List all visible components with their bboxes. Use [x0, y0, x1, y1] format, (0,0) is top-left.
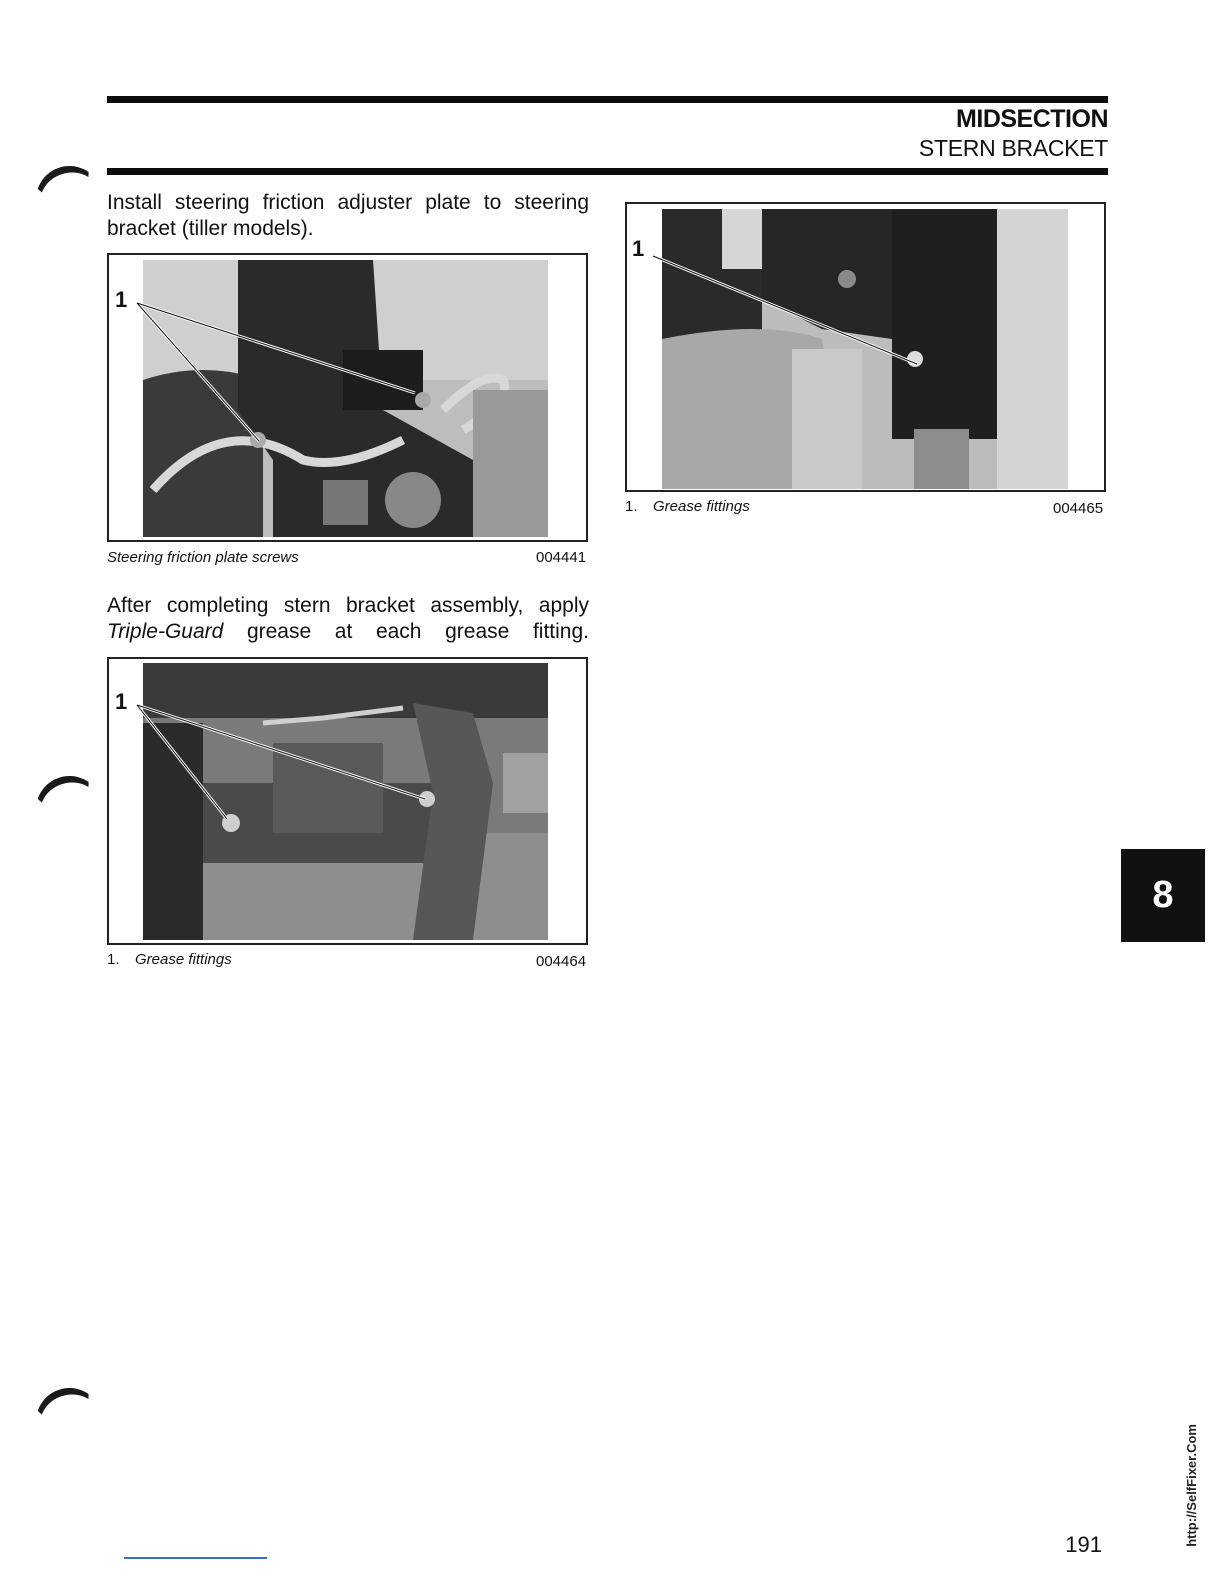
figure-id: 004465	[1053, 500, 1104, 517]
callout-number: 1	[115, 287, 128, 312]
header-rule-bottom	[107, 168, 1108, 175]
figure-id: 004441	[536, 549, 587, 566]
callout-number: 1	[115, 689, 128, 714]
figure-caption-number: 1.	[625, 498, 638, 515]
product-name: Triple-Guard	[107, 620, 224, 643]
chapter-tab: 8	[1121, 849, 1205, 942]
grease-instruction-text-end: grease at each grease fitting.	[223, 620, 589, 643]
figure-caption: Steering friction plate screws	[107, 549, 299, 566]
binder-hole-bottom	[27, 1379, 113, 1465]
figure-steering-friction-plate	[107, 253, 588, 542]
binder-hole-top	[27, 157, 113, 243]
binder-hole-middle	[27, 767, 113, 853]
side-watermark: http://SelfFixer.Com	[1184, 1424, 1199, 1547]
callout-number: 1	[632, 236, 645, 261]
grease-instruction-text: After completing stern bracket assembly, apply	[107, 594, 589, 617]
page-number: 191	[1065, 1532, 1102, 1557]
install-instruction: Install steering friction adjuster plate to steering bracket (tiller models).	[107, 191, 589, 240]
figure-grease-fittings-rear	[625, 202, 1106, 492]
callout-leader-lines	[109, 255, 590, 544]
callout-leader-lines	[627, 204, 1108, 494]
figure-caption: Grease fittings	[135, 951, 232, 968]
section-title: MIDSECTION	[956, 105, 1108, 133]
figure-caption: Grease fittings	[653, 498, 750, 515]
header-rule-top	[107, 96, 1108, 103]
figure-id: 004464	[536, 953, 587, 970]
grease-instruction	[107, 593, 589, 645]
figure-grease-fittings-side	[107, 657, 588, 945]
figure-caption-number: 1.	[107, 951, 120, 968]
callout-leader-lines	[109, 659, 590, 947]
footer-line	[124, 1557, 267, 1559]
subsection-title: STERN BRACKET	[918, 135, 1108, 161]
